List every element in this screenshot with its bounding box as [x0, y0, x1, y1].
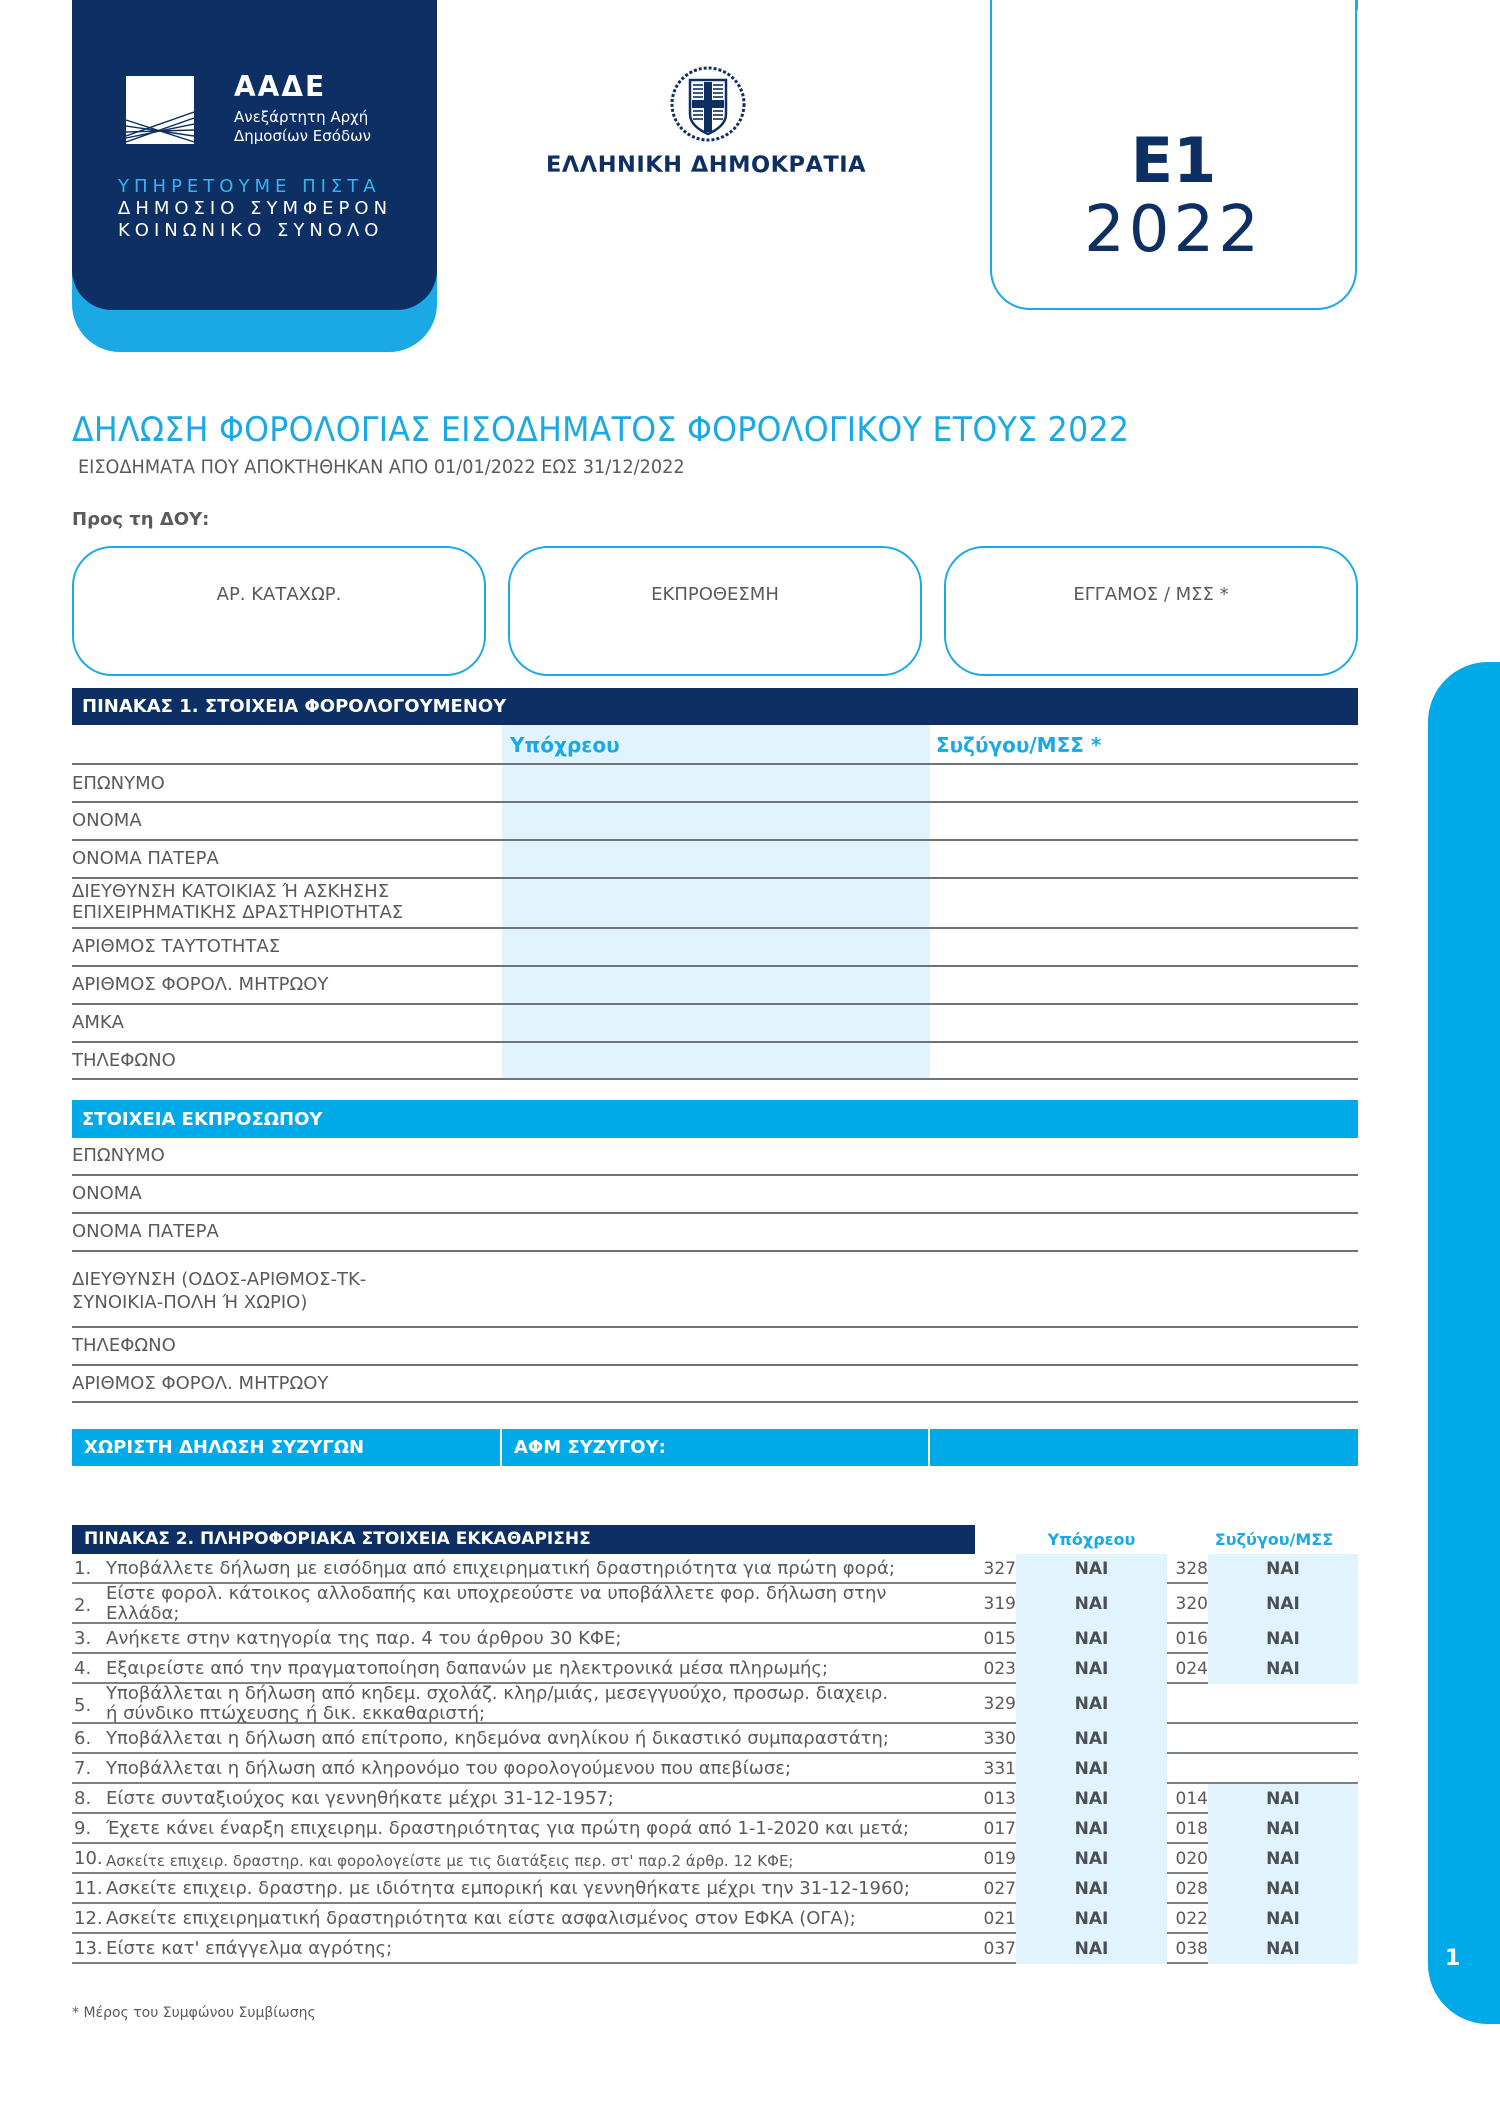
rep-row-name[interactable]: [72, 1176, 1358, 1214]
table2-title: ΠΙΝΑΚΑΣ 2. ΠΛΗΡΟΦΟΡΙΑΚΑ ΣΤΟΙΧΕΙΑ ΕΚΚΑΘΑΡΙΣΗΣ: [72, 1525, 975, 1554]
motto-line1: ΥΠΗΡΕΤΟΥΜΕ ΠΙΣΤΑ: [118, 176, 381, 197]
field-code-taxpayer: 017: [983, 1819, 1016, 1839]
form-year: 2022: [1084, 193, 1263, 267]
table2-row: [72, 1934, 1358, 1964]
footnote: * Μέρος του Συμφώνου Συμβίωσης: [72, 2005, 316, 2021]
field-code-spouse: 328: [1175, 1559, 1208, 1579]
field-code-taxpayer: 327: [983, 1559, 1016, 1579]
field-code-taxpayer: 331: [983, 1759, 1016, 1779]
doy-label: Προς τη ΔΟΥ:: [72, 509, 210, 530]
field-code-spouse: 022: [1175, 1909, 1208, 1929]
field-code-spouse: 016: [1175, 1629, 1208, 1649]
table1-row-name[interactable]: [72, 803, 1358, 841]
field-code-taxpayer: 037: [983, 1939, 1016, 1959]
question-text: Ασκείτε επιχειρ. δραστηρ. και φορολογείστε με τις διατάξεις περ. στ' παρ.2 άρθρ. 12 ΚΦΕ;: [106, 1852, 794, 1870]
spouse-afm-input[interactable]: [930, 1429, 1358, 1466]
field-code-taxpayer: 013: [983, 1789, 1016, 1809]
table1-header-row: [72, 725, 1358, 765]
yes-checkbox-taxpayer[interactable]: ΝΑΙ: [1016, 1754, 1167, 1784]
field-code-spouse: 024: [1175, 1659, 1208, 1679]
table2-row: [72, 1554, 1358, 1584]
field-code-spouse: 020: [1175, 1849, 1208, 1869]
row-label-line2: ΣΥΝΟΙΚΙΑ-ΠΟΛΗ Ή ΧΩΡΙΟ): [72, 1292, 308, 1313]
yes-checkbox-spouse[interactable]: ΝΑΙ: [1208, 1784, 1358, 1814]
field-code-taxpayer: 027: [983, 1879, 1016, 1899]
rep-row-tax-id[interactable]: [72, 1366, 1358, 1403]
question-number: 13.: [74, 1938, 103, 1959]
aade-name-line1: Ανεξάρτητη Αρχή: [234, 108, 369, 126]
table1-row-surname[interactable]: [72, 765, 1358, 803]
question-text: Είστε κατ' επάγγελμα αγρότης;: [106, 1938, 393, 1959]
yes-checkbox-taxpayer[interactable]: ΝΑΙ: [1016, 1814, 1167, 1844]
yes-checkbox-spouse[interactable]: ΝΑΙ: [1208, 1904, 1358, 1934]
question-number: 8.: [74, 1788, 92, 1809]
table2-row: [72, 1684, 1358, 1724]
yes-checkbox-taxpayer[interactable]: ΝΑΙ: [1016, 1684, 1167, 1724]
row-label: ΟΝΟΜΑ ΠΑΤΕΡΑ: [72, 848, 219, 869]
motto-line2: ΔΗΜΟΣΙΟ ΣΥΜΦΕΡΟΝ: [118, 198, 393, 219]
row-label: ΔΙΕΥΘΥΝΣΗ (ΟΔΟΣ-ΑΡΙΘΜΟΣ-ΤΚ-: [72, 1269, 367, 1290]
yes-checkbox-taxpayer[interactable]: ΝΑΙ: [1016, 1844, 1167, 1874]
aade-logo-panel: [72, 0, 437, 310]
field-code-taxpayer: 019: [983, 1849, 1016, 1869]
field-code-spouse: 028: [1175, 1879, 1208, 1899]
rep-row-father-name[interactable]: [72, 1214, 1358, 1252]
registration-number-box[interactable]: [72, 546, 486, 676]
spouse-afm-label: ΑΦΜ ΣΥΖΥΓΟΥ:: [502, 1429, 930, 1466]
question-number: 11.: [74, 1878, 103, 1899]
table2-row: [72, 1904, 1358, 1934]
table1-col-taxpayer: Υπόχρεου: [510, 733, 620, 757]
row-label: ΕΠΩΝΥΜΟ: [72, 1145, 165, 1166]
question-text: Είστε φορολ. κάτοικος αλλοδαπής και υποχρεούστε να υποβάλλετε φορ. δήλωση στην: [106, 1583, 887, 1604]
field-code-taxpayer: 330: [983, 1729, 1016, 1749]
row-label: ΑΜΚΑ: [72, 1012, 124, 1033]
late-filing-box[interactable]: [508, 546, 922, 676]
hellenic-republic-label: ΕΛΛΗΝΙΚΗ ΔΗΜΟΚΡΑΤΙΑ: [546, 152, 867, 178]
page-number: 1: [1445, 1946, 1461, 1971]
representative-title: ΣΤΟΙΧΕΙΑ ΕΚΠΡΟΣΩΠΟΥ: [72, 1100, 1358, 1138]
question-text: Εξαιρείστε από την πραγματοποίηση δαπανών με ηλεκτρονικά μέσα πληρωμής;: [106, 1658, 829, 1679]
yes-checkbox-taxpayer[interactable]: ΝΑΙ: [1016, 1554, 1167, 1584]
yes-checkbox-taxpayer[interactable]: ΝΑΙ: [1016, 1784, 1167, 1814]
table2-row: [72, 1844, 1358, 1874]
yes-checkbox-spouse[interactable]: ΝΑΙ: [1208, 1934, 1358, 1964]
row-label: ΤΗΛΕΦΩΝΟ: [72, 1050, 176, 1071]
rep-row-phone[interactable]: [72, 1328, 1358, 1366]
separate-declaration-label: ΧΩΡΙΣΤΗ ΔΗΛΩΣΗ ΣΥΖΥΓΩΝ: [72, 1429, 502, 1466]
table1-row-phone[interactable]: [72, 1043, 1358, 1080]
yes-checkbox-taxpayer[interactable]: ΝΑΙ: [1016, 1874, 1167, 1904]
table1-row-address[interactable]: [72, 879, 1358, 929]
yes-checkbox-spouse[interactable]: ΝΑΙ: [1208, 1814, 1358, 1844]
question-text-line2: ή σύνδικο πτώχευσης ή δικ. εκκαθαριστή;: [106, 1703, 486, 1724]
form-code: Ε1: [1130, 124, 1217, 197]
yes-checkbox-spouse[interactable]: ΝΑΙ: [1208, 1654, 1358, 1684]
question-number: 10.: [74, 1848, 103, 1869]
field-code-spouse: 320: [1175, 1594, 1208, 1614]
question-text: Ανήκετε στην κατηγορία της παρ. 4 του άρθρου 30 ΚΦΕ;: [106, 1628, 622, 1649]
table2-row: [72, 1724, 1358, 1754]
question-text: Ασκείτε επιχειρηματική δραστηριότητα και είστε ασφαλισμένος στον ΕΦΚΑ (ΟΓΑ);: [106, 1908, 856, 1929]
late-filing-label: ΕΚΠΡΟΘΕΣΜΗ: [651, 584, 779, 605]
table2-row: [72, 1654, 1358, 1684]
table2-row: [72, 1584, 1358, 1624]
rep-row-address[interactable]: [72, 1252, 1358, 1328]
yes-checkbox-spouse[interactable]: ΝΑΙ: [1208, 1874, 1358, 1904]
row-label: ΕΠΩΝΥΜΟ: [72, 773, 165, 794]
field-code-spouse: 014: [1175, 1789, 1208, 1809]
field-code-taxpayer: 319: [983, 1594, 1016, 1614]
registration-number-label: ΑΡ. ΚΑΤΑΧΩΡ.: [216, 584, 342, 605]
field-code-taxpayer: 023: [983, 1659, 1016, 1679]
question-number: 2.: [74, 1595, 92, 1616]
field-code-taxpayer: 329: [983, 1694, 1016, 1714]
table1-row-amka[interactable]: [72, 1005, 1358, 1043]
table1-title: ΠΙΝΑΚΑΣ 1. ΣΤΟΙΧΕΙΑ ΦΟΡΟΛΟΓΟΥΜΕΝΟΥ: [72, 688, 1358, 725]
question-text: Υποβάλλεται η δήλωση από κληρονόμο του φορολογούμενου που απεβίωσε;: [106, 1758, 792, 1779]
aade-motto: [118, 176, 392, 242]
aade-full-name: [234, 108, 371, 146]
yes-checkbox-spouse[interactable]: ΝΑΙ: [1208, 1844, 1358, 1874]
question-text: Υποβάλλετε δήλωση με εισόδημα από επιχειρηματική δραστηριότητα για πρώτη φορά;: [106, 1558, 895, 1579]
yes-checkbox-spouse[interactable]: ΝΑΙ: [1208, 1624, 1358, 1654]
question-number: 7.: [74, 1758, 92, 1779]
row-label: ΑΡΙΘΜΟΣ ΤΑΥΤΟΤΗΤΑΣ: [72, 936, 281, 957]
field-code-spouse: 018: [1175, 1819, 1208, 1839]
question-number: 12.: [74, 1908, 103, 1929]
rep-row-surname[interactable]: [72, 1138, 1358, 1176]
page-subtitle: ΕΙΣΟΔΗΜΑΤΑ ΠΟΥ ΑΠΟΚΤΗΘΗΚΑΝ ΑΠΟ 01/01/2022 ΕΩΣ 31/12/2022: [78, 456, 685, 478]
yes-checkbox-taxpayer[interactable]: ΝΑΙ: [1016, 1624, 1167, 1654]
row-label: ΟΝΟΜΑ ΠΑΤΕΡΑ: [72, 1221, 219, 1242]
question-number: 6.: [74, 1728, 92, 1749]
question-text: Ασκείτε επιχειρ. δραστηρ. με ιδιότητα εμπορική και γεννηθήκατε μέχρι την 31-12-1960;: [106, 1878, 910, 1899]
married-label: ΕΓΓΑΜΟΣ / ΜΣΣ *: [1073, 584, 1229, 605]
question-number: 9.: [74, 1818, 92, 1839]
table1-row-father-name[interactable]: [72, 841, 1358, 879]
page-title: ΔΗΛΩΣΗ ΦΟΡΟΛΟΓΙΑΣ ΕΙΣΟΔΗΜΑΤΟΣ ΦΟΡΟΛΟΓΙΚΟΥ ΕΤΟΥΣ 2022: [72, 410, 1130, 450]
yes-checkbox-taxpayer[interactable]: ΝΑΙ: [1016, 1724, 1167, 1754]
question-number: 5.: [74, 1695, 92, 1716]
question-text: Υποβάλλεται η δήλωση από επίτροπο, κηδεμόνα ανηλίκου ή δικαστικό συμπαραστάτη;: [106, 1728, 889, 1749]
row-label: ΟΝΟΜΑ: [72, 1183, 142, 1204]
motto-line3: ΚΟΙΝΩΝΙΚΟ ΣΥΝΟΛΟ: [118, 220, 384, 241]
table2-col-taxpayer: Υπόχρεου: [1047, 1530, 1136, 1549]
table2-row: [72, 1624, 1358, 1654]
greek-coat-of-arms-icon: [668, 64, 748, 144]
question-text: Είστε συνταξιούχος και γεννηθήκατε μέχρι 31-12-1957;: [106, 1788, 614, 1809]
question-text: Έχετε κάνει έναρξη επιχειρημ. δραστηριότητας για πρώτη φορά από 1-1-2020 και μετά;: [106, 1818, 910, 1839]
table2-row: [72, 1874, 1358, 1904]
table1-row-tax-id[interactable]: [72, 967, 1358, 1005]
yes-checkbox-taxpayer[interactable]: ΝΑΙ: [1016, 1904, 1167, 1934]
side-page-tab: [1428, 662, 1500, 2024]
question-number: 4.: [74, 1658, 92, 1679]
row-label: ΔΙΕΥΘΥΝΣΗ ΚΑΤΟΙΚΙΑΣ Ή ΑΣΚΗΣΗΣ: [72, 881, 390, 902]
yes-checkbox-spouse[interactable]: ΝΑΙ: [1208, 1554, 1358, 1584]
question-number: 1.: [74, 1558, 92, 1579]
row-label-line2: ΕΠΙΧΕΙΡΗΜΑΤΙΚΗΣ ΔΡΑΣΤΗΡΙΟΤΗΤΑΣ: [72, 902, 404, 923]
aade-logo-icon: [126, 76, 194, 144]
table2-col-spouse: Συζύγου/ΜΣΣ: [1214, 1530, 1334, 1549]
table1-col-spouse: Συζύγου/ΜΣΣ *: [936, 733, 1102, 757]
yes-checkbox-taxpayer[interactable]: ΝΑΙ: [1016, 1654, 1167, 1684]
question-text-line2: Ελλάδα;: [106, 1603, 180, 1624]
separate-declaration-bar: [72, 1429, 1358, 1466]
row-label: ΤΗΛΕΦΩΝΟ: [72, 1335, 176, 1356]
aade-acronym: ΑΑΔΕ: [234, 70, 327, 103]
yes-checkbox-spouse[interactable]: ΝΑΙ: [1208, 1584, 1358, 1624]
table2-row: [72, 1814, 1358, 1844]
field-code-taxpayer: 015: [983, 1629, 1016, 1649]
field-code-spouse: 038: [1175, 1939, 1208, 1959]
form-id-box: [990, 0, 1357, 310]
married-box[interactable]: [944, 546, 1358, 676]
question-text: Υποβάλλεται η δήλωση από κηδεμ. σχολάζ. κληρ/μιάς, μεσεγγυούχο, προσωρ. διαχειρ.: [106, 1683, 889, 1704]
yes-checkbox-taxpayer[interactable]: ΝΑΙ: [1016, 1934, 1167, 1964]
question-number: 3.: [74, 1628, 92, 1649]
table2-row: [72, 1754, 1358, 1784]
row-label: ΟΝΟΜΑ: [72, 810, 142, 831]
row-label: ΑΡΙΘΜΟΣ ΦΟΡΟΛ. ΜΗΤΡΩΟΥ: [72, 1373, 329, 1394]
row-label: ΑΡΙΘΜΟΣ ΦΟΡΟΛ. ΜΗΤΡΩΟΥ: [72, 974, 329, 995]
table2-row: [72, 1784, 1358, 1814]
aade-name-line2: Δημοσίων Εσόδων: [234, 127, 372, 145]
table1-row-id-number[interactable]: [72, 929, 1358, 967]
yes-checkbox-taxpayer[interactable]: ΝΑΙ: [1016, 1584, 1167, 1624]
field-code-taxpayer: 021: [983, 1909, 1016, 1929]
